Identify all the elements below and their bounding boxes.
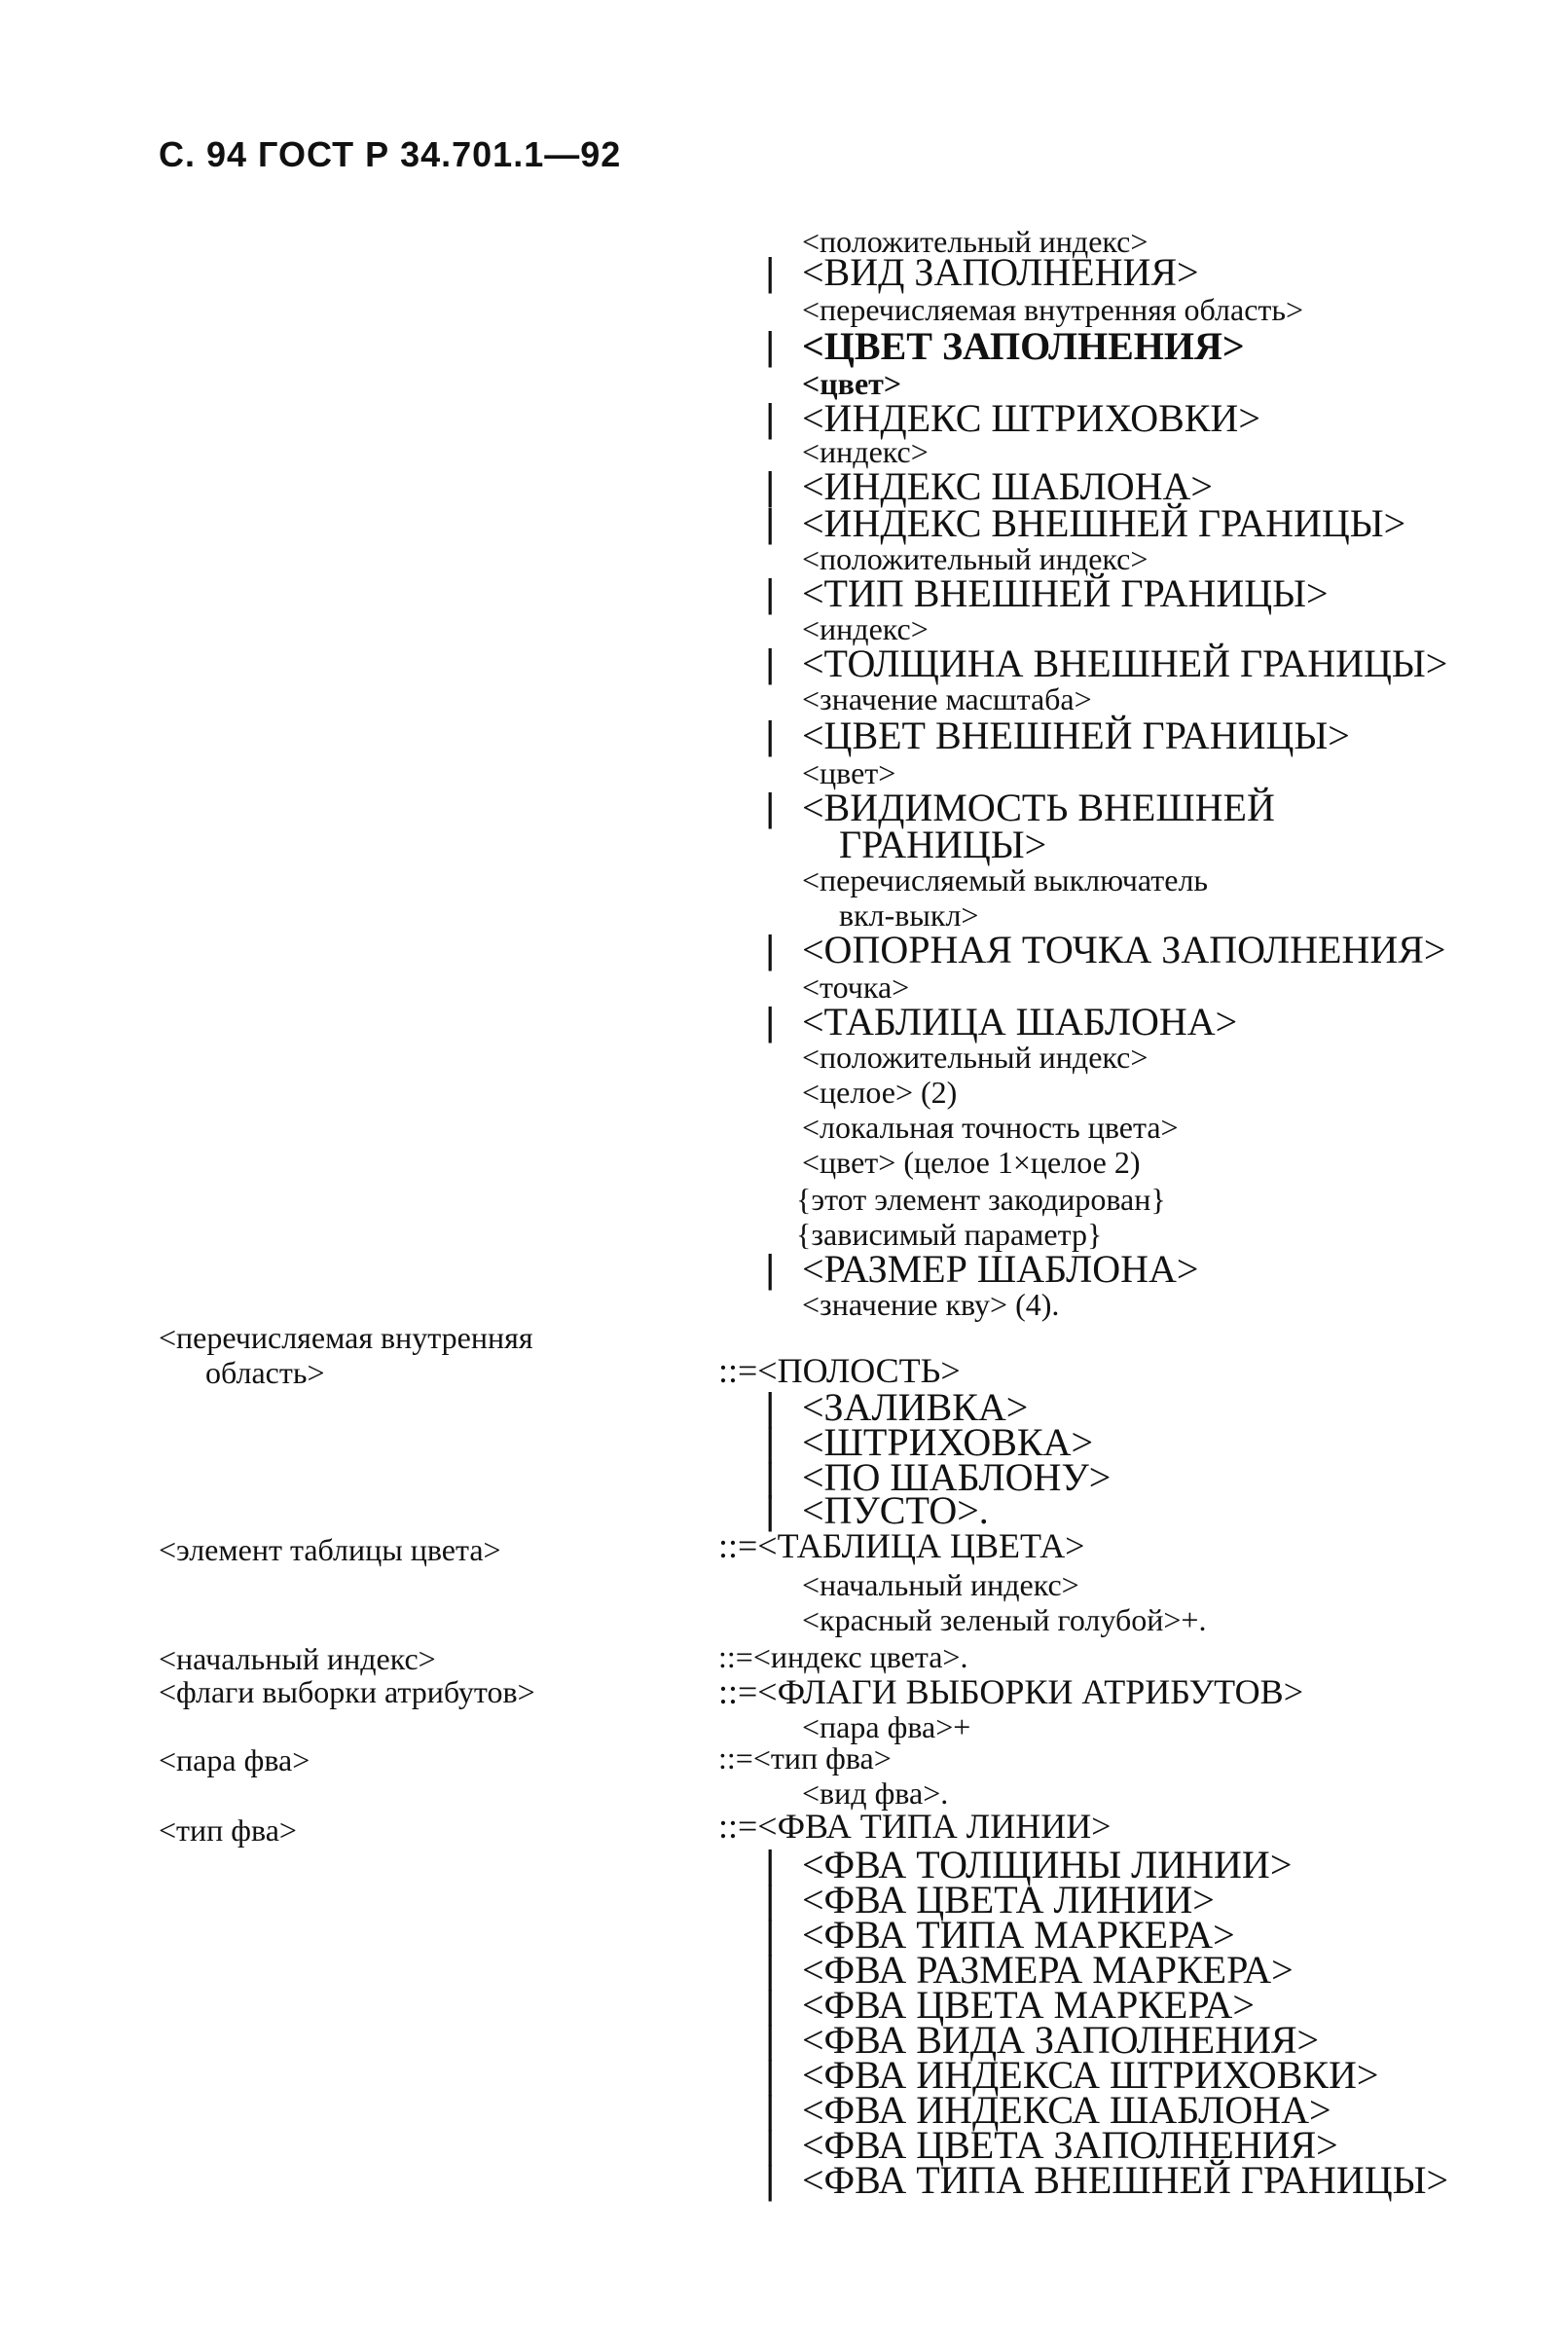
production-definition: ::=<ФЛАГИ ВЫБОРКИ АТРИБУТОВ> [718, 1672, 1303, 1711]
alternative-bar: | [765, 502, 776, 545]
alternative-bar: | [765, 1421, 776, 1464]
rule-line: <перечисляемая внутренняя область> [802, 292, 1304, 327]
alternative-bar: | [765, 1984, 776, 2027]
alternative-bar: | [765, 2159, 776, 2202]
rule-line: <пара фва>+ [802, 1709, 971, 1744]
page-header: С. 94 ГОСТ Р 34.701.1—92 [159, 134, 622, 174]
rule-comment: {зависимый параметр} [796, 1217, 1103, 1252]
rule-line: <ФВА ТИПА МАРКЕРА> [802, 1913, 1235, 1957]
rule-line: <ПУСТО>. [802, 1488, 989, 1532]
production-lhs: <элемент таблицы цвета> [159, 1532, 501, 1567]
rule-line: <ИНДЕКС ШТРИХОВКИ> [802, 396, 1260, 440]
alternative-bar: | [765, 1949, 776, 1992]
rule-line: <цвет> [802, 366, 902, 401]
rule-line: ГРАНИЦЫ> [839, 823, 1047, 866]
rule-line: <ВИДИМОСТЬ ВНЕШНЕЙ [802, 786, 1275, 829]
production-definition: ::=<тип фва> [718, 1740, 892, 1776]
rule-line: <ВИД ЗАПОЛНЕНИЯ> [802, 250, 1199, 294]
production-definition: ::=<индекс цвета>. [718, 1639, 968, 1674]
rule-line: <ФВА ЦВЕТА МАРКЕРА> [802, 1983, 1255, 2027]
rule-line: <ФВА ВИДА ЗАПОЛНЕНИЯ> [802, 2018, 1320, 2062]
production-lhs: <начальный индекс> [159, 1641, 436, 1676]
rule-line: <цвет> [802, 755, 896, 790]
production-definition: ::=<ТАБЛИЦА ЦВЕТА> [718, 1526, 1085, 1565]
rule-line: <РАЗМЕР ШАБЛОНА> [802, 1247, 1199, 1291]
rule-line: <цвет> (целое 1×целое 2) [802, 1145, 1141, 1180]
rule-line: <ФВА РАЗМЕРА МАРКЕРА> [802, 1948, 1294, 1992]
alternative-bar: | [765, 1248, 776, 1291]
alternative-bar: | [765, 1879, 776, 1922]
alternative-bar: | [765, 1456, 776, 1499]
production-lhs: <пара фва> [159, 1742, 310, 1777]
production-lhs: <перечисляемая внутренняя [159, 1320, 533, 1355]
rule-line: <ТАБЛИЦА ШАБЛОНА> [802, 1000, 1238, 1043]
rule-line: <ПО ШАБЛОНУ> [802, 1455, 1112, 1499]
production-lhs: <тип фва> [159, 1812, 297, 1848]
rule-line: <вид фва>. [802, 1776, 949, 1811]
alternative-bar: | [765, 1844, 776, 1886]
rule-line: <ИНДЕКС ШАБЛОНА> [802, 464, 1213, 508]
alternative-bar: | [765, 465, 776, 508]
alternative-bar: | [765, 2054, 776, 2097]
alternative-bar: | [765, 787, 776, 829]
rule-line: <целое> (2) [802, 1075, 958, 1110]
rule-line: <начальный индекс> [802, 1567, 1079, 1602]
rule-line: <ЗАЛИВКА> [802, 1385, 1029, 1429]
rule-line: <ТИП ВНЕШНЕЙ ГРАНИЦЫ> [802, 571, 1329, 615]
rule-line: <ФВА ИНДЕКСА ШАБЛОНА> [802, 2088, 1331, 2132]
rule-line: <ФВА ИНДЕКСА ШТРИХОВКИ> [802, 2053, 1379, 2097]
rule-comment: {этот элемент закодирован} [796, 1182, 1166, 1217]
rule-line: <ОПОРНАЯ ТОЧКА ЗАПОЛНЕНИЯ> [802, 928, 1446, 971]
rule-line: <положительный индекс> [802, 224, 1149, 259]
alternative-bar: | [765, 1914, 776, 1957]
alternative-bar: | [765, 1489, 776, 1532]
alternative-bar: | [765, 397, 776, 440]
rule-line: <ЦВЕТ ВНЕШНЕЙ ГРАНИЦЫ> [802, 714, 1350, 757]
production-lhs: <флаги выборки атрибутов> [159, 1674, 535, 1709]
rule-line: <ТОЛЩИНА ВНЕШНЕЙ ГРАНИЦЫ> [802, 641, 1448, 685]
rule-line: <индекс> [802, 434, 929, 469]
rule-line: <точка> [802, 970, 910, 1005]
alternative-bar: | [765, 714, 776, 757]
rule-line: <ФВА ТОЛЩИНЫ ЛИНИИ> [802, 1843, 1293, 1886]
rule-line: <ФВА ТИПА ВНЕШНЕЙ ГРАНИЦЫ> [802, 2158, 1449, 2202]
rule-line: <красный зеленый голубой>+. [802, 1602, 1207, 1637]
rule-line: <значение масштаба> [802, 681, 1092, 716]
rule-line: <значение кву> (4). [802, 1287, 1060, 1322]
rule-line: <ЦВЕТ ЗАПОЛНЕНИЯ> [802, 324, 1245, 368]
alternative-bar: | [765, 2089, 776, 2132]
rule-line: <положительный индекс> [802, 541, 1149, 576]
production-definition: ::=<ФВА ТИПА ЛИНИИ> [718, 1807, 1112, 1846]
alternative-bar: | [765, 2019, 776, 2062]
alternative-bar: | [765, 325, 776, 368]
rule-line: <положительный индекс> [802, 1040, 1149, 1075]
alternative-bar: | [765, 251, 776, 294]
rule-line: <локальная точность цвета> [802, 1110, 1179, 1145]
rule-line: <ШТРИХОВКА> [802, 1420, 1094, 1464]
rule-line: <индекс> [802, 611, 929, 646]
rule-line: <ИНДЕКС ВНЕШНЕЙ ГРАНИЦЫ> [802, 501, 1406, 545]
alternative-bar: | [765, 572, 776, 615]
production-definition: ::=<ПОЛОСТЬ> [718, 1351, 961, 1390]
rule-line: <ФВА ЦВЕТА ЗАПОЛНЕНИЯ> [802, 2123, 1338, 2167]
alternative-bar: | [765, 1386, 776, 1429]
rule-line: вкл-выкл> [839, 897, 979, 933]
alternative-bar: | [765, 929, 776, 971]
rule-line: <перечисляемый выключатель [802, 862, 1208, 897]
production-lhs: область> [205, 1355, 325, 1390]
alternative-bar: | [765, 642, 776, 685]
alternative-bar: | [765, 1001, 776, 1043]
alternative-bar: | [765, 2124, 776, 2167]
rule-line: <ФВА ЦВЕТА ЛИНИИ> [802, 1878, 1215, 1922]
